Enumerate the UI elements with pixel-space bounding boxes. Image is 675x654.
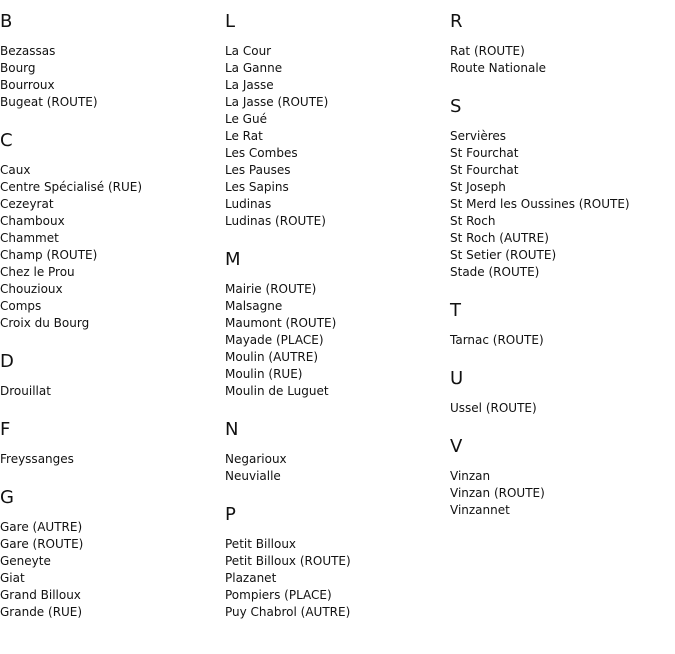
street-name: Comps — [0, 299, 42, 313]
street-name: Rat (ROUTE) — [450, 44, 525, 58]
street-name: Le Rat — [225, 129, 263, 143]
letter-heading: G — [0, 487, 14, 508]
street-name: Grand Billoux — [0, 588, 81, 602]
letter-heading: V — [450, 436, 463, 457]
letter-group — [0, 420, 225, 468]
street-name: Petit Billoux — [225, 537, 297, 551]
letter-heading: P — [225, 504, 236, 525]
street-name: St Fourchat — [450, 163, 519, 177]
street-list — [450, 400, 675, 417]
letter-heading: F — [0, 419, 11, 440]
street-list — [0, 162, 225, 332]
letter-heading: R — [450, 11, 463, 32]
street-name: Cezeyrat — [0, 197, 54, 211]
letter-group — [225, 505, 450, 621]
street-name: Freyssanges — [0, 452, 74, 466]
street-name: Chez le Prou — [0, 265, 75, 279]
index-column — [0, 0, 225, 621]
letter-heading: N — [225, 419, 239, 440]
letter-group — [225, 12, 450, 230]
street-name: Moulin de Luguet — [225, 384, 329, 398]
letter-heading: B — [0, 11, 13, 32]
street-name: Les Pauses — [225, 163, 291, 177]
street-name: La Jasse — [225, 78, 274, 92]
street-name: Plazanet — [225, 571, 277, 585]
letter-heading: T — [450, 300, 461, 321]
letter-heading: M — [225, 249, 241, 270]
letter-group — [225, 250, 450, 400]
street-name: St Roch — [450, 214, 496, 228]
street-name: Vinzan — [450, 469, 491, 483]
letter-heading: C — [0, 130, 13, 151]
street-name: Chamboux — [0, 214, 65, 228]
street-name: Petit Billoux (ROUTE) — [225, 554, 351, 568]
street-name: Vinzannet — [450, 503, 510, 517]
street-name: Route Nationale — [450, 61, 547, 75]
street-name: Gare (ROUTE) — [0, 537, 84, 551]
street-name: St Fourchat — [450, 146, 519, 160]
letter-group — [0, 12, 225, 111]
letter-group — [450, 97, 675, 281]
street-list — [225, 281, 450, 400]
street-name: Negarioux — [225, 452, 287, 466]
street-name: Tarnac (ROUTE) — [450, 333, 544, 347]
street-list — [450, 332, 675, 349]
street-name: Puy Chabrol (AUTRE) — [225, 605, 351, 619]
letter-group — [450, 12, 675, 77]
street-list — [0, 519, 225, 621]
street-list — [225, 43, 450, 230]
street-name: Bourg — [0, 61, 36, 75]
letter-heading: L — [225, 11, 236, 32]
street-name: Chammet — [0, 231, 59, 245]
street-name: Moulin (RUE) — [225, 367, 303, 381]
street-name: Vinzan (ROUTE) — [450, 486, 545, 500]
index-column — [450, 0, 675, 519]
street-list — [225, 536, 450, 621]
letter-group — [0, 488, 225, 621]
street-name: Gare (AUTRE) — [0, 520, 83, 534]
street-name: Giat — [0, 571, 25, 585]
street-name: Geneyte — [0, 554, 51, 568]
street-name: St Joseph — [450, 180, 506, 194]
street-name: St Setier (ROUTE) — [450, 248, 557, 262]
letter-group — [450, 437, 675, 519]
street-name: La Jasse (ROUTE) — [225, 95, 329, 109]
street-name: Mairie (ROUTE) — [225, 282, 317, 296]
street-name: Grande (RUE) — [0, 605, 83, 619]
street-name: Les Sapins — [225, 180, 289, 194]
street-name: Ussel (ROUTE) — [450, 401, 537, 415]
street-name: Mayade (PLACE) — [225, 333, 324, 347]
street-name: Champ (ROUTE) — [0, 248, 98, 262]
street-list — [0, 451, 225, 468]
letter-heading: D — [0, 351, 14, 372]
letter-group — [450, 369, 675, 417]
street-name: Ludinas (ROUTE) — [225, 214, 326, 228]
street-name: Neuvialle — [225, 469, 281, 483]
street-name: Drouillat — [0, 384, 51, 398]
street-list — [450, 128, 675, 281]
street-name: Caux — [0, 163, 31, 177]
street-name: Le Gué — [225, 112, 267, 126]
street-name: St Merd les Oussines (ROUTE) — [450, 197, 630, 211]
street-name: Pompiers (PLACE) — [225, 588, 332, 602]
letter-group — [450, 301, 675, 349]
street-name: Ludinas — [225, 197, 272, 211]
street-name: Croix du Bourg — [0, 316, 90, 330]
letter-heading: S — [450, 96, 462, 117]
street-name: St Roch (AUTRE) — [450, 231, 549, 245]
street-name: Malsagne — [225, 299, 283, 313]
street-name: Stade (ROUTE) — [450, 265, 540, 279]
street-name: Maumont (ROUTE) — [225, 316, 337, 330]
street-name: Bugeat (ROUTE) — [0, 95, 98, 109]
street-name: La Cour — [225, 44, 272, 58]
letter-heading: U — [450, 368, 464, 389]
street-list — [450, 43, 675, 77]
street-name: Bourroux — [0, 78, 55, 92]
street-list — [0, 43, 225, 111]
street-name: La Ganne — [225, 61, 283, 75]
street-list — [0, 383, 225, 400]
letter-group — [225, 420, 450, 485]
street-name: Bezassas — [0, 44, 56, 58]
street-name: Centre Spécialisé (RUE) — [0, 180, 143, 194]
index-column — [225, 0, 450, 621]
letter-group — [0, 352, 225, 400]
letter-group — [0, 131, 225, 332]
street-name: Moulin (AUTRE) — [225, 350, 318, 364]
street-name: Les Combes — [225, 146, 298, 160]
street-name: Chouzioux — [0, 282, 63, 296]
street-list — [225, 451, 450, 485]
street-list — [450, 468, 675, 519]
street-name: Servières — [450, 129, 507, 143]
